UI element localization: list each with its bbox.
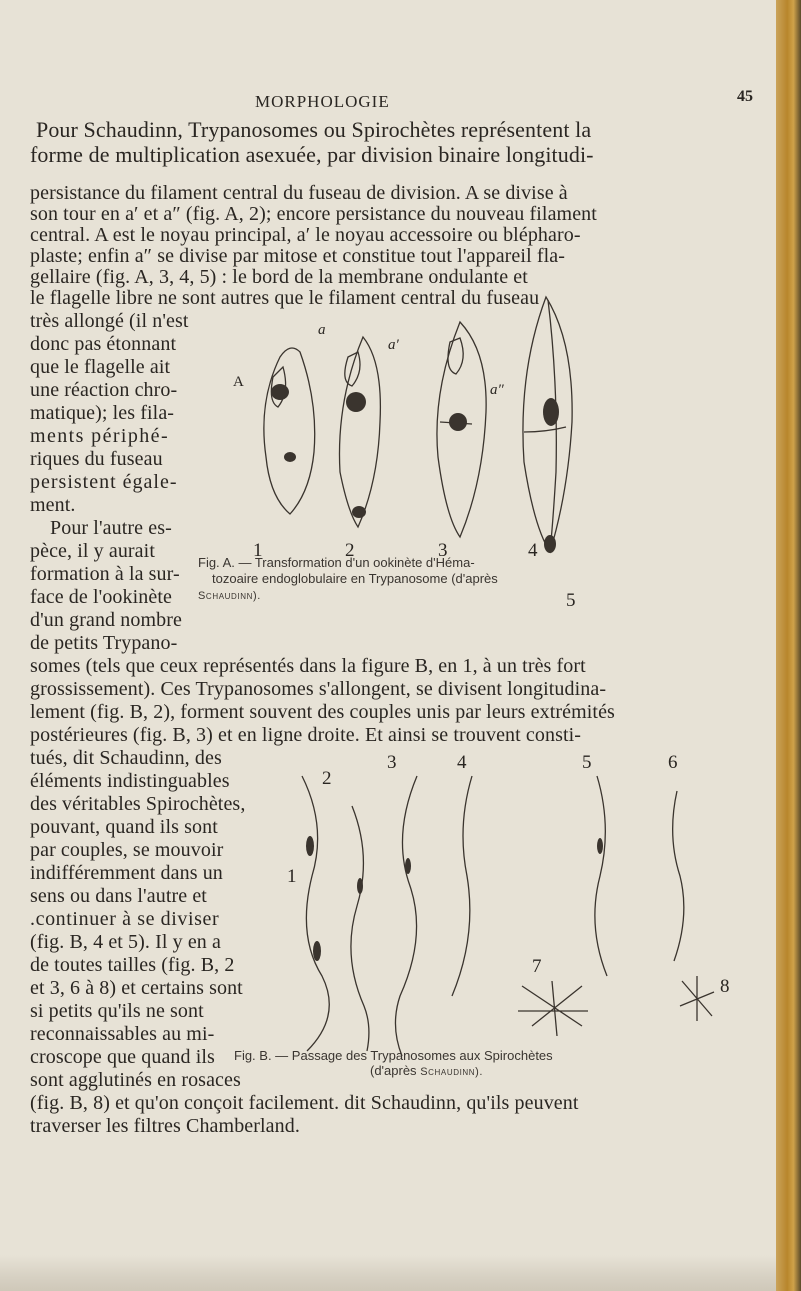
figure-a-label-5: 5 xyxy=(566,590,576,611)
text-line: sont agglutinés en rosaces xyxy=(30,1069,241,1091)
figure-b-label-8: 8 xyxy=(720,976,730,997)
page-header xyxy=(0,88,776,114)
figure-b xyxy=(234,752,792,1078)
text-line: de toutes tailles (fig. B, 2 xyxy=(30,954,235,976)
figure-a-label-2: 2 xyxy=(345,540,355,561)
figure-a-caption-credit xyxy=(198,587,261,602)
figure-b-label-5: 5 xyxy=(582,752,592,773)
figure-b-label-6: 6 xyxy=(668,752,678,773)
text-line: de petits Trypano- xyxy=(30,632,178,654)
figure-a-label-A: A xyxy=(233,374,244,390)
text-line: son tour en a′ et a″ (fig. A, 2); encore persistance du nouveau filament xyxy=(30,203,597,225)
text-line: ment. xyxy=(30,494,76,516)
text-line: le flagelle libre ne sont autres que le filament central du fuseau xyxy=(30,287,540,309)
figure-b-label-3: 3 xyxy=(387,752,397,773)
text-line: (fig. B, 8) et qu'on conçoit facilement. dit Schaudinn, qu'ils peuvent xyxy=(30,1092,579,1114)
text-line: des véritables Spirochètes, xyxy=(30,793,246,815)
text-line: central. A est le noyau principal, a′ le noyau accessoire ou blépharo- xyxy=(30,224,581,246)
text-line: ments périphé- xyxy=(30,425,170,447)
figure-a-label-4: 4 xyxy=(528,540,538,561)
figure-a-label-a: a xyxy=(318,322,326,338)
figure-a-credit-text: Schaudinn). xyxy=(198,590,261,602)
figure-b-label-1: 1 xyxy=(287,866,297,887)
text-line: forme de multiplication asexuée, par division binaire longitudi- xyxy=(30,142,594,167)
figure-b-caption-line2 xyxy=(370,1063,483,1078)
text-line: indifféremment dans un xyxy=(30,862,223,884)
figure-a-label-a-prime: a′ xyxy=(388,337,399,353)
figure-a-drawing xyxy=(228,282,788,572)
figure-b-label-7: 7 xyxy=(532,956,542,977)
text-line: lement (fig. B, 2), forment souvent des couples unis par leurs extrémités xyxy=(30,701,615,723)
text-line: reconnaissables au mi- xyxy=(30,1023,215,1045)
figure-a xyxy=(198,282,788,611)
figure-a-label-a-double-prime: a″ xyxy=(490,382,504,398)
figure-b-drawing xyxy=(282,766,792,1066)
text-line: par couples, se mouvoir xyxy=(30,839,224,861)
text-line: croscope que quand ils xyxy=(30,1046,215,1068)
text-line: pèce, il y aurait xyxy=(30,540,155,562)
text-line: face de l'ookinète xyxy=(30,586,172,608)
figure-b-caption-after: (d'après xyxy=(370,1063,417,1078)
figure-b-label-2: 2 xyxy=(322,768,332,789)
text-line: plaste; enfin a″ se divise par mitose et constitue tout l'appareil fla- xyxy=(30,245,565,267)
figure-b-caption-line1: Fig. B. — Passage des Trypanosomes aux Spirochètes xyxy=(234,1048,553,1063)
text-line: Pour Schaudinn, Trypanosomes ou Spirochètes représentent la xyxy=(36,117,592,142)
text-line: riques du fuseau xyxy=(30,448,163,470)
running-title: MORPHOLOGIE xyxy=(255,92,390,111)
figure-a-caption-line2: tozoaire endoglobulaire en Trypanosome (d'après xyxy=(212,571,498,586)
text-line: d'un grand nombre xyxy=(30,609,182,631)
text-line: Pour l'autre es- xyxy=(50,517,172,539)
text-line: sens ou dans l'autre et xyxy=(30,885,207,907)
text-line: persistance du filament central du fuseau de division. A se divise à xyxy=(30,182,568,204)
text-line: matique); les fila- xyxy=(30,402,175,424)
text-line: traverser les filtres Chamberland. xyxy=(30,1115,300,1137)
text-line: gellaire (fig. A, 3, 4, 5) : le bord de la membrane ondulante et xyxy=(30,266,528,288)
text-line: éléments indistinguables xyxy=(30,770,230,792)
figure-a-label-3: 3 xyxy=(438,540,448,561)
text-line: donc pas étonnant xyxy=(30,333,177,355)
text-line: et 3, 6 à 8) et certains sont xyxy=(30,977,243,999)
text-line: si petits qu'ils ne sont xyxy=(30,1000,204,1022)
text-line: très allongé (il n'est xyxy=(30,310,189,332)
text-line: pouvant, quand ils sont xyxy=(30,816,218,838)
figure-a-caption-line1: Fig. A. — Transformation d'un ookinète d'Héma- xyxy=(198,555,475,570)
text-line: formation à la sur- xyxy=(30,563,180,585)
figure-a-label-1: 1 xyxy=(253,540,263,561)
page-bottom-margin xyxy=(0,1255,776,1291)
page-number: 45 xyxy=(737,88,753,105)
text-line: tués, dit Schaudinn, des xyxy=(30,747,222,769)
text-line: postérieures (fig. B, 3) et en ligne droite. Et ainsi se trouvent consti- xyxy=(30,724,582,746)
text-line: que le flagelle ait xyxy=(30,356,171,378)
text-line: grossissement). Ces Trypanosomes s'allongent, se divisent longitudina- xyxy=(30,678,607,700)
text-line: persistent égale- xyxy=(30,471,178,493)
text-line: (fig. B, 4 et 5). Il y en a xyxy=(30,931,221,953)
figure-b-credit-text: Schaudinn). xyxy=(420,1066,484,1078)
text-line: .continuer à se diviser xyxy=(30,908,220,930)
book-edge xyxy=(776,0,801,1291)
text-line: une réaction chro- xyxy=(30,379,178,401)
figure-b-label-4: 4 xyxy=(457,752,467,773)
text-line: somes (tels que ceux représentés dans la figure B, en 1, à un très fort xyxy=(30,655,586,677)
